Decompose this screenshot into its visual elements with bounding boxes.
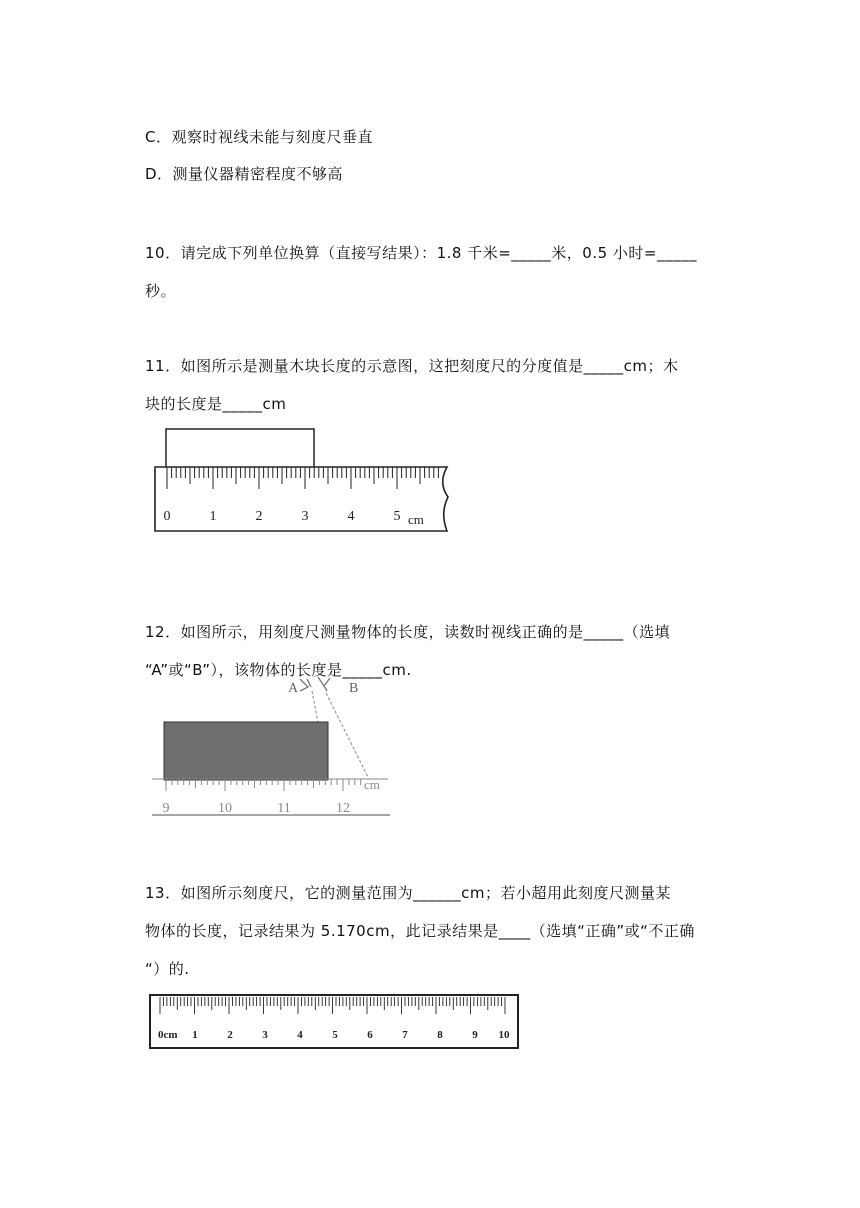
- eye-a-icon: [300, 679, 311, 691]
- wood-block: [166, 429, 314, 469]
- eye-label-b: B: [349, 681, 359, 696]
- ruler-unit: cm: [364, 777, 380, 792]
- question-10-line-2: 秒。: [145, 282, 177, 300]
- ruler-label-0cm: 0cm: [158, 1029, 178, 1041]
- ruler-label-4: 4: [347, 509, 355, 524]
- ruler-label-10: 10: [218, 801, 232, 816]
- ruler-label-2: 2: [255, 509, 263, 524]
- question-13-line-2: 物体的长度，记录结果为 5.170cm，此记录结果是____（选填“正确”或“不正确: [145, 922, 695, 940]
- q11-ruler-figure: [150, 425, 460, 540]
- ruler-label-3: 3: [301, 509, 309, 524]
- ruler-label-5: 5: [393, 509, 401, 524]
- measured-object: [164, 722, 328, 780]
- question-12-line-1: 12．如图所示，用刻度尺测量物体的长度，读数时视线正确的是_____（选填: [145, 623, 671, 641]
- question-12-line-2: “A”或“B”），该物体的长度是_____cm.: [145, 661, 412, 679]
- question-10-line-1: 10．请完成下列单位换算（直接写结果）：1.8 千米=_____米，0.5 小时=_____: [145, 244, 697, 262]
- q13-ruler-figure: [148, 993, 521, 1053]
- ruler-label-11: 11: [277, 801, 291, 816]
- ruler-label-6: 6: [367, 1029, 373, 1041]
- ruler-label-0: 0: [163, 509, 171, 524]
- ruler-label-7: 7: [402, 1029, 408, 1041]
- ruler-unit: cm: [408, 512, 424, 527]
- sight-line-b: [326, 693, 368, 777]
- option-c: C．观察时视线未能与刻度尺垂直: [145, 128, 373, 146]
- option-d: D．测量仪器精密程度不够高: [145, 165, 344, 183]
- ruler-label-12: 12: [336, 801, 350, 816]
- ruler-label-10: 10: [498, 1029, 510, 1041]
- ruler-label-5: 5: [332, 1029, 338, 1041]
- ruler-label-1: 1: [192, 1029, 198, 1041]
- question-13-line-1: 13．如图所示刻度尺，它的测量范围为______cm；若小超用此刻度尺测量某: [145, 884, 671, 902]
- ruler-label-9: 9: [472, 1029, 478, 1041]
- q12-ruler-figure: [150, 665, 395, 823]
- ruler-label-9: 9: [162, 801, 170, 816]
- eye-b-icon: [318, 677, 330, 691]
- ruler-ticks: [166, 779, 361, 791]
- ruler-label-2: 2: [227, 1029, 233, 1041]
- ruler-label-1: 1: [209, 509, 217, 524]
- ruler-label-8: 8: [437, 1029, 443, 1041]
- ruler-label-3: 3: [262, 1029, 268, 1041]
- question-11-line-1: 11．如图所示是测量木块长度的示意图，这把刻度尺的分度值是_____cm；木: [145, 357, 679, 375]
- ruler-label-4: 4: [297, 1029, 303, 1041]
- question-13-line-3: “）的.: [145, 960, 190, 978]
- eye-label-a: A: [288, 681, 299, 696]
- question-11-line-2: 块的长度是_____cm: [145, 395, 287, 413]
